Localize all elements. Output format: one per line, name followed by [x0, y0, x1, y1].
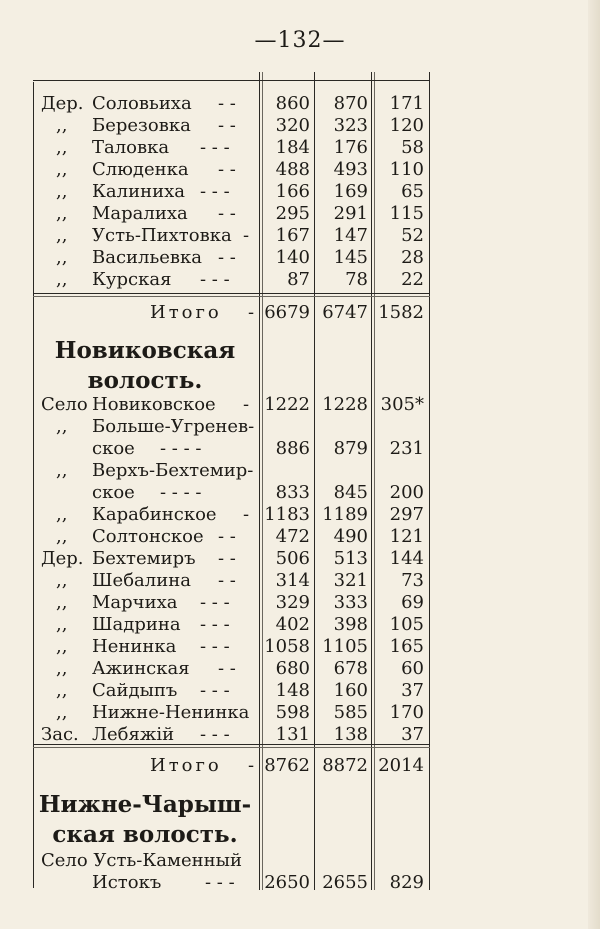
- page-number: —132—: [254, 28, 346, 53]
- row-type: ,,: [56, 416, 68, 437]
- row-name: Таловка: [92, 137, 170, 158]
- row-c1: 295: [275, 203, 310, 224]
- row-c2: 2655: [322, 872, 368, 893]
- table-row: [0, 460, 600, 482]
- row-c3: 52: [401, 225, 424, 246]
- row-c3: 69: [401, 592, 424, 613]
- row-type: ,,: [56, 658, 68, 679]
- table-row: [0, 93, 600, 115]
- table-row: [0, 115, 600, 137]
- row-dots: -: [243, 504, 250, 525]
- total-row: [0, 302, 600, 324]
- row-label: Село Усть-Каменный: [41, 850, 242, 871]
- row-c3: 200: [389, 482, 424, 503]
- row-dots: - - - -: [160, 438, 202, 459]
- total-c3: 1582: [378, 302, 424, 323]
- row-c3: 297: [389, 504, 424, 525]
- table-row: [0, 724, 600, 746]
- row-c3: 110: [389, 159, 424, 180]
- total-c3: 2014: [378, 755, 424, 776]
- row-dots: - - -: [200, 137, 230, 158]
- row-c3: 73: [401, 570, 424, 591]
- row-name: Шебалина: [92, 570, 191, 591]
- row-c1: 140: [275, 247, 310, 268]
- row-c3: 58: [401, 137, 424, 158]
- row-dots: - - -: [200, 614, 230, 635]
- row-dots: - - -: [200, 592, 230, 613]
- table-row: [0, 570, 600, 592]
- row-name: Калиниха: [92, 181, 185, 202]
- row-c2: 321: [333, 570, 368, 591]
- row-dots: - -: [218, 548, 236, 569]
- row-c2: 147: [333, 225, 368, 246]
- row-c1: 1183: [264, 504, 310, 525]
- total-label: Итого: [150, 302, 222, 323]
- table-row: [0, 269, 600, 291]
- row-c1: 320: [275, 115, 310, 136]
- table-row: [0, 636, 600, 658]
- row-name: Слюденка: [92, 159, 189, 180]
- row-c3: 37: [401, 680, 424, 701]
- row-name-cont: ское: [92, 438, 135, 459]
- row-c3: 144: [389, 548, 424, 569]
- total-c2: 8872: [322, 755, 368, 776]
- row-c1: 860: [275, 93, 310, 114]
- table-row: [0, 394, 600, 416]
- row-c3: 231: [389, 438, 424, 459]
- row-dots: - -: [218, 570, 236, 591]
- row-dots: - -: [218, 247, 236, 268]
- row-dots: - - -: [200, 181, 230, 202]
- row-c2: 176: [333, 137, 368, 158]
- row-name: Верхъ-Бехтемир-: [92, 460, 254, 481]
- row-c3: 165: [389, 636, 424, 657]
- row-c3: 28: [401, 247, 424, 268]
- row-c2: 1105: [322, 636, 368, 657]
- row-dots: - - -: [205, 872, 235, 893]
- row-c2: 160: [333, 680, 368, 701]
- row-c2: 333: [333, 592, 368, 613]
- row-c1: 472: [275, 526, 310, 547]
- total-dash: -: [248, 755, 255, 776]
- row-c3: 22: [401, 269, 424, 290]
- row-c2: 138: [333, 724, 368, 745]
- row-name: Маралиха: [92, 203, 188, 224]
- row-name-cont: ское: [92, 482, 135, 503]
- table-row: [0, 680, 600, 702]
- table-row: [0, 247, 600, 269]
- row-dots: - -: [218, 526, 236, 547]
- total-c1: 8762: [264, 755, 310, 776]
- row-c1: 314: [275, 570, 310, 591]
- row-c3: 829: [389, 872, 424, 893]
- rule-top: [33, 80, 430, 81]
- row-c2: 169: [333, 181, 368, 202]
- rule-total2-top-b: [33, 747, 430, 748]
- row-dots: - -: [218, 658, 236, 679]
- row-c3: 65: [401, 181, 424, 202]
- row-c1: 488: [275, 159, 310, 180]
- row-type: ,,: [56, 460, 68, 481]
- row-type: ,,: [56, 526, 68, 547]
- row-c3: 105: [389, 614, 424, 635]
- row-c2: 513: [333, 548, 368, 569]
- row-c1: 2650: [264, 872, 310, 893]
- row-dots: - - - -: [160, 482, 202, 503]
- row-c3: 120: [389, 115, 424, 136]
- row-c1: 1058: [264, 636, 310, 657]
- row-c2: 323: [333, 115, 368, 136]
- row-c1: 87: [287, 269, 310, 290]
- row-c1: 506: [275, 548, 310, 569]
- row-name: Ненинка: [92, 636, 177, 657]
- row-c2: 879: [333, 438, 368, 459]
- table-row: [0, 658, 600, 680]
- row-c3: 37: [401, 724, 424, 745]
- total-dash: -: [248, 302, 255, 323]
- row-c1: 184: [275, 137, 310, 158]
- row-c3: 171: [389, 93, 424, 114]
- row-c2: 291: [333, 203, 368, 224]
- row-c1: 1222: [264, 394, 310, 415]
- row-name: Усть-Пихтовка: [92, 225, 232, 246]
- row-name: Соловьиха: [92, 93, 192, 114]
- row-dots: - -: [218, 93, 236, 114]
- row-type: ,,: [56, 225, 68, 246]
- row-c2: 398: [333, 614, 368, 635]
- row-c2: 145: [333, 247, 368, 268]
- row-type: ,,: [56, 137, 68, 158]
- row-name: Бехтемиръ: [92, 548, 196, 569]
- row-name: Солтонское: [92, 526, 204, 547]
- row-c1: 833: [275, 482, 310, 503]
- row-dots: - -: [218, 115, 236, 136]
- row-type: ,,: [56, 181, 68, 202]
- row-c1: 329: [275, 592, 310, 613]
- table-row: [0, 181, 600, 203]
- section-heading-line2: ская волость.: [52, 821, 238, 848]
- row-c3: 115: [389, 203, 424, 224]
- table-row: [0, 203, 600, 225]
- row-type: ,,: [56, 592, 68, 613]
- row-c2: 585: [333, 702, 368, 723]
- row-type: ,,: [56, 269, 68, 290]
- row-c3: 60: [401, 658, 424, 679]
- row-name: Истокъ: [92, 872, 162, 893]
- row-type: ,,: [56, 614, 68, 635]
- row-c3: 121: [389, 526, 424, 547]
- rule-total1-top-b: [33, 296, 430, 297]
- row-name: Курская: [92, 269, 172, 290]
- row-name: Березовка: [92, 115, 191, 136]
- row-c3: 170: [389, 702, 424, 723]
- row-c2: 678: [333, 658, 368, 679]
- row-dots: - - -: [200, 269, 230, 290]
- row-c2: 1189: [322, 504, 368, 525]
- table-row: [0, 850, 600, 872]
- row-type: ,,: [56, 570, 68, 591]
- total-row: [0, 755, 600, 777]
- table-row: [0, 159, 600, 181]
- table-row: [0, 614, 600, 636]
- row-c2: 845: [333, 482, 368, 503]
- row-type: ,,: [56, 702, 68, 723]
- row-c2: 1228: [322, 394, 368, 415]
- row-c1: 402: [275, 614, 310, 635]
- row-c1: 148: [275, 680, 310, 701]
- table-row: [0, 438, 600, 460]
- section-heading: Новиковская: [54, 337, 236, 364]
- table-row: [0, 504, 600, 526]
- table-row: [0, 526, 600, 548]
- row-type: ,,: [56, 504, 68, 525]
- row-c2: 870: [333, 93, 368, 114]
- row-name: Сайдыпъ: [92, 680, 178, 701]
- row-name: Нижне-Ненинка: [92, 702, 250, 723]
- table-row: [0, 416, 600, 438]
- row-dots: - - -: [200, 636, 230, 657]
- row-name: Шадрина: [92, 614, 181, 635]
- row-c1: 680: [275, 658, 310, 679]
- row-type: ,,: [56, 680, 68, 701]
- total-label: Итого: [150, 755, 222, 776]
- row-dots: - - -: [200, 724, 230, 745]
- row-type: ,,: [56, 636, 68, 657]
- row-c2: 490: [333, 526, 368, 547]
- row-type: ,,: [56, 159, 68, 180]
- row-dots: -: [243, 225, 250, 246]
- table-row: [0, 137, 600, 159]
- table-row: [0, 592, 600, 614]
- table-row: [0, 225, 600, 247]
- table-row: [0, 702, 600, 724]
- row-type: Дер.: [41, 93, 84, 114]
- section-heading: Нижне-Чарыш-: [38, 791, 252, 818]
- row-type: ,,: [56, 203, 68, 224]
- row-name: Карабинское: [92, 504, 217, 525]
- row-c1: 598: [275, 702, 310, 723]
- row-name: Новиковское: [92, 394, 216, 415]
- row-dots: - - -: [200, 680, 230, 701]
- section-heading-line2: волость.: [87, 367, 203, 394]
- row-dots: - -: [218, 159, 236, 180]
- row-c2: 78: [345, 269, 368, 290]
- table-row: [0, 548, 600, 570]
- row-type: ,,: [56, 115, 68, 136]
- row-c3: 305*: [380, 394, 424, 415]
- row-type: ,,: [56, 247, 68, 268]
- table-row: [0, 872, 600, 894]
- row-c1: 886: [275, 438, 310, 459]
- row-name: Ажинская: [92, 658, 190, 679]
- row-name: Марчиха: [92, 592, 178, 613]
- row-type: Село: [41, 394, 88, 415]
- row-name: Лебяжій: [92, 724, 175, 745]
- row-type: Дер.: [41, 548, 84, 569]
- row-c1: 167: [275, 225, 310, 246]
- row-c1: 131: [275, 724, 310, 745]
- rule-total1-top: [33, 293, 430, 294]
- row-c1: 166: [275, 181, 310, 202]
- total-c1: 6679: [264, 302, 310, 323]
- row-dots: -: [243, 394, 250, 415]
- table-row: [0, 482, 600, 504]
- row-type: Зас.: [41, 724, 79, 745]
- row-dots: - -: [218, 203, 236, 224]
- row-name: Больше-Угренев-: [92, 416, 255, 437]
- total-c2: 6747: [322, 302, 368, 323]
- row-name: Васильевка: [92, 247, 203, 268]
- row-c2: 493: [333, 159, 368, 180]
